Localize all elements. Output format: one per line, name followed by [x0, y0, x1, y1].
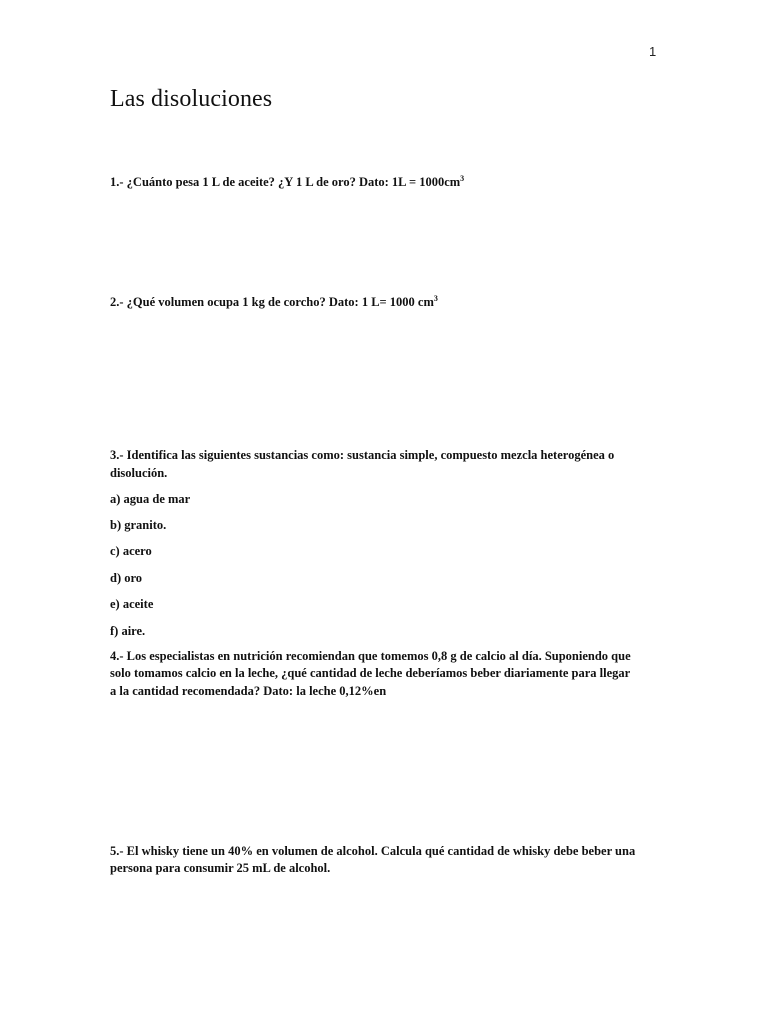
question-3: 3.- Identifica las siguientes sustancias como: sustancia simple, compuesto mezcla heterogénea o disolución.	[110, 448, 615, 480]
question-1	[110, 174, 655, 192]
document-title: Las disoluciones	[110, 86, 273, 112]
question-4-line-2: solo tomamos calcio en la leche, ¿qué cantidad de leche deberíamos beber diariamente para llegar	[110, 666, 631, 680]
question-3-option-e: e) aceite	[110, 597, 154, 611]
question-2	[110, 294, 655, 312]
question-4-line-1: 4.- Los especialistas en nutrición recomiendan que tomemos 0,8 g de calcio al día. Suponiendo que	[110, 649, 631, 663]
question-1-superscript: 3	[460, 173, 465, 183]
question-2-superscript: 3	[433, 293, 438, 303]
question-2-text: 2.- ¿Qué volumen ocupa 1 kg de corcho? Dato: 1 L= 1000 cm	[110, 295, 434, 309]
question-3-option-f: f) aire.	[110, 624, 146, 638]
question-3-option-b: b) granito.	[110, 518, 167, 532]
page-number: 1	[649, 44, 657, 59]
question-1-text: 1.- ¿Cuánto pesa 1 L de aceite? ¿Y 1 L de oro? Dato: 1L = 1000cm	[110, 175, 461, 189]
question-4-line-3: a la cantidad recomendada? Dato: la leche 0,12%en	[110, 684, 387, 698]
question-3-option-c: c) acero	[110, 544, 152, 558]
question-5-line-1: 5.- El whisky tiene un 40% en volumen de alcohol. Calcula qué cantidad de whisky debe beber una	[110, 844, 636, 858]
question-3-option-a: a) agua de mar	[110, 492, 191, 506]
question-3-option-d: d) oro	[110, 571, 143, 585]
question-5-line-2: persona para consumir 25 mL de alcohol.	[110, 861, 331, 875]
